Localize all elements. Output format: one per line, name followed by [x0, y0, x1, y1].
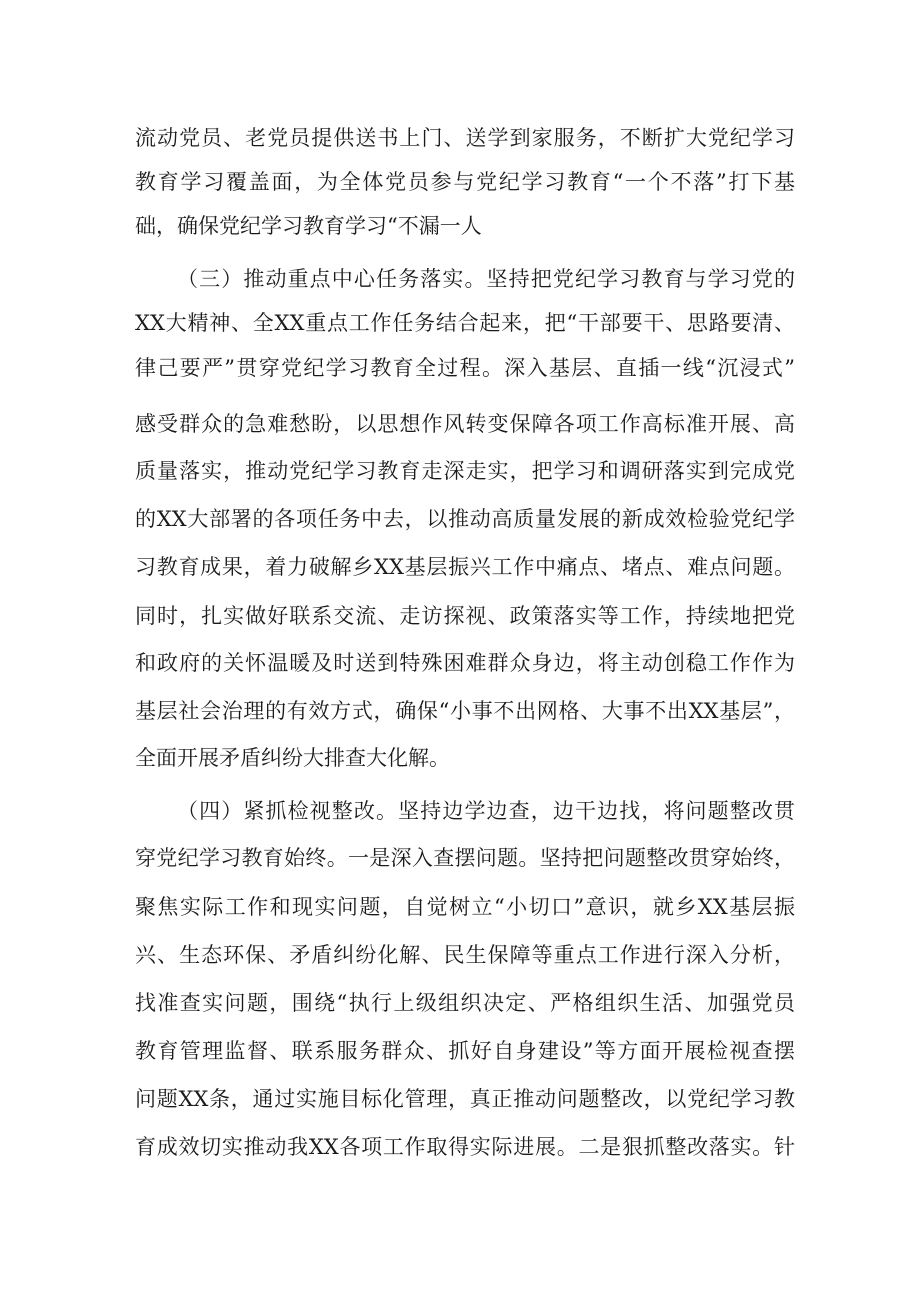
paragraph-line: 找准查实问题，围绕“执行上级组织决定、严格组织生活、加强党员: [135, 991, 795, 1015]
paragraph-line: 教育学习覆盖面，为全体党员参与党纪学习教育“一个不落”打下基: [135, 170, 795, 194]
paragraph-line: 感受群众的急难愁盼，以思想作风转变保障各项工作高标准开展、高: [135, 412, 795, 436]
paragraph-line: XX大精神、全XX重点工作任务结合起来，把“干部要干、思路要清、: [135, 311, 795, 335]
paragraph-line: 质量落实，推动党纪学习教育走深走实，把学习和调研落实到完成党: [135, 459, 795, 483]
section-heading-line: （四）紧抓检视整改。坚持边学边查，边干边找，将问题整改贯: [177, 799, 795, 823]
paragraph-line: 穿党纪学习教育始终。一是深入查摆问题。坚持把问题整改贯穿始终，: [135, 846, 795, 870]
paragraph-line: 同时，扎实做好联系交流、走访探视、政策落实等工作，持续地把党: [135, 604, 795, 628]
paragraph-line: 基层社会治理的有效方式，确保“小事不出网格、大事不出XX基层”，: [135, 699, 795, 723]
paragraph-line: 的XX大部署的各项任务中去，以推动高质量发展的新成效检验党纪学: [135, 507, 795, 531]
paragraph-line: 育成效切实推动我XX各项工作取得实际进展。二是狠抓整改落实。针: [135, 1135, 795, 1159]
section-heading-line: （三）推动重点中心任务落实。坚持把党纪学习教育与学习党的: [177, 267, 795, 291]
paragraph-line: 教育管理监督、联系服务群众、抓好自身建设”等方面开展检视查摆: [135, 1039, 795, 1063]
paragraph-line: 全面开展矛盾纠纷大排查大化解。: [135, 746, 450, 770]
paragraph-line: 和政府的关怀温暖及时送到特殊困难群众身边，将主动创稳工作作为: [135, 651, 795, 675]
paragraph-line: 律己要严”贯穿党纪学习教育全过程。深入基层、直插一线“沉浸式”: [135, 356, 795, 380]
paragraph-line: 兴、生态环保、矛盾纠纷化解、民生保障等重点工作进行深入分析，: [135, 943, 795, 967]
paragraph-line: 聚焦实际工作和现实问题，自觉树立“小切口”意识，就乡XX基层振: [135, 895, 795, 919]
paragraph-line: 问题XX条，通过实施目标化管理，真正推动问题整改，以党纪学习教: [135, 1087, 795, 1111]
paragraph-line: 习教育成果，着力破解乡XX基层振兴工作中痛点、堵点、难点问题。: [135, 555, 795, 579]
paragraph-line: 础，确保党纪学习教育学习“不漏一人: [135, 214, 482, 238]
paragraph-line: 流动党员、老党员提供送书上门、送学到家服务，不断扩大党纪学习: [135, 126, 795, 150]
